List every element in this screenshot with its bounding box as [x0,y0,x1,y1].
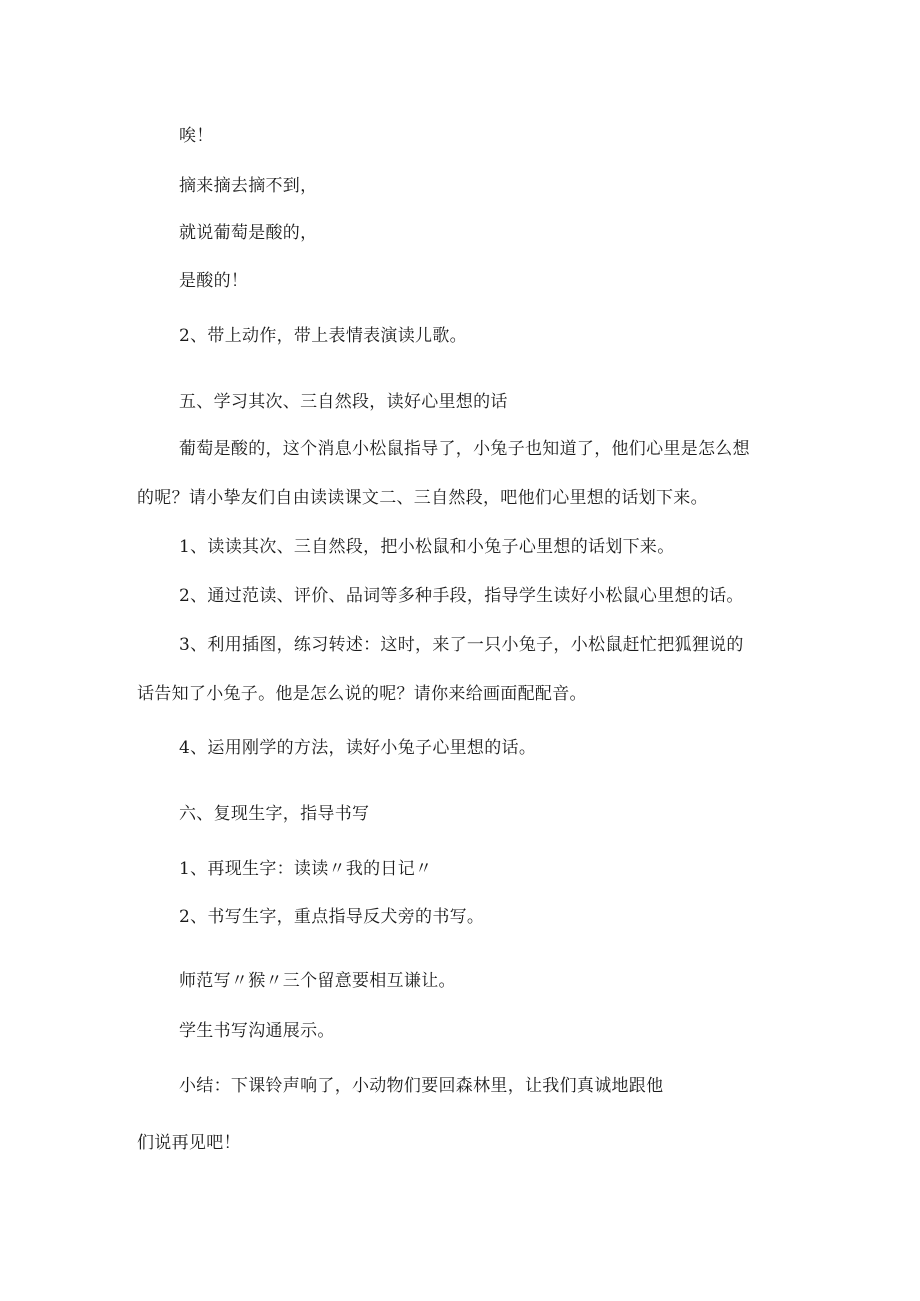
step-1-reproduce: 1、再现生字：读读〃我的日记〃 [179,859,433,879]
summary-line-1: 小结：下课铃声响了，小动物们要回森林里，让我们真诚地跟他 [179,1076,664,1096]
teacher-demo: 师范写〃猴〃三个留意要相互谦让。 [179,971,456,991]
step-3-illustration-line-2: 话告知了小兔子。他是怎么说的呢？请你来给画面配配音。 [137,684,587,704]
poem-line-4: 是酸的！ [179,271,249,291]
section-five-heading: 五、学习其次、三自然段，读好心里想的话 [179,392,508,412]
paragraph-line-1: 葡萄是酸的，这个消息小松鼠指导了，小兔子也知道了，他们心里是怎么想 [179,439,750,459]
section-six-heading: 六、复现生字，指导书写 [179,804,370,824]
step-2-writing: 2、书写生字，重点指导反犬旁的书写。 [179,907,485,927]
step-2-performance: 2、带上动作，带上表情表演读儿歌。 [179,326,467,346]
poem-line-2: 摘来摘去摘不到， [179,176,318,196]
paragraph-line-2: 的呢？请小挚友们自由读读课文二、三自然段，吧他们心里想的话划下来。 [137,488,708,508]
step-3-illustration-line-1: 3、利用插图，练习转述：这时，来了一只小兔子，小松鼠赶忙把狐狸说的 [179,635,744,655]
poem-line-1: 唉！ [179,126,214,146]
student-showcase: 学生书写沟通展示。 [179,1021,335,1041]
step-1-read: 1、读读其次、三自然段，把小松鼠和小兔子心里想的话划下来。 [179,537,675,557]
summary-line-2: 们说再见吧！ [137,1133,241,1153]
poem-line-3: 就说葡萄是酸的， [179,223,318,243]
step-2-guide: 2、通过范读、评价、品词等多种手段，指导学生读好小松鼠心里想的话。 [179,586,744,606]
step-4-method: 4、运用刚学的方法，读好小兔子心里想的话。 [179,738,537,758]
